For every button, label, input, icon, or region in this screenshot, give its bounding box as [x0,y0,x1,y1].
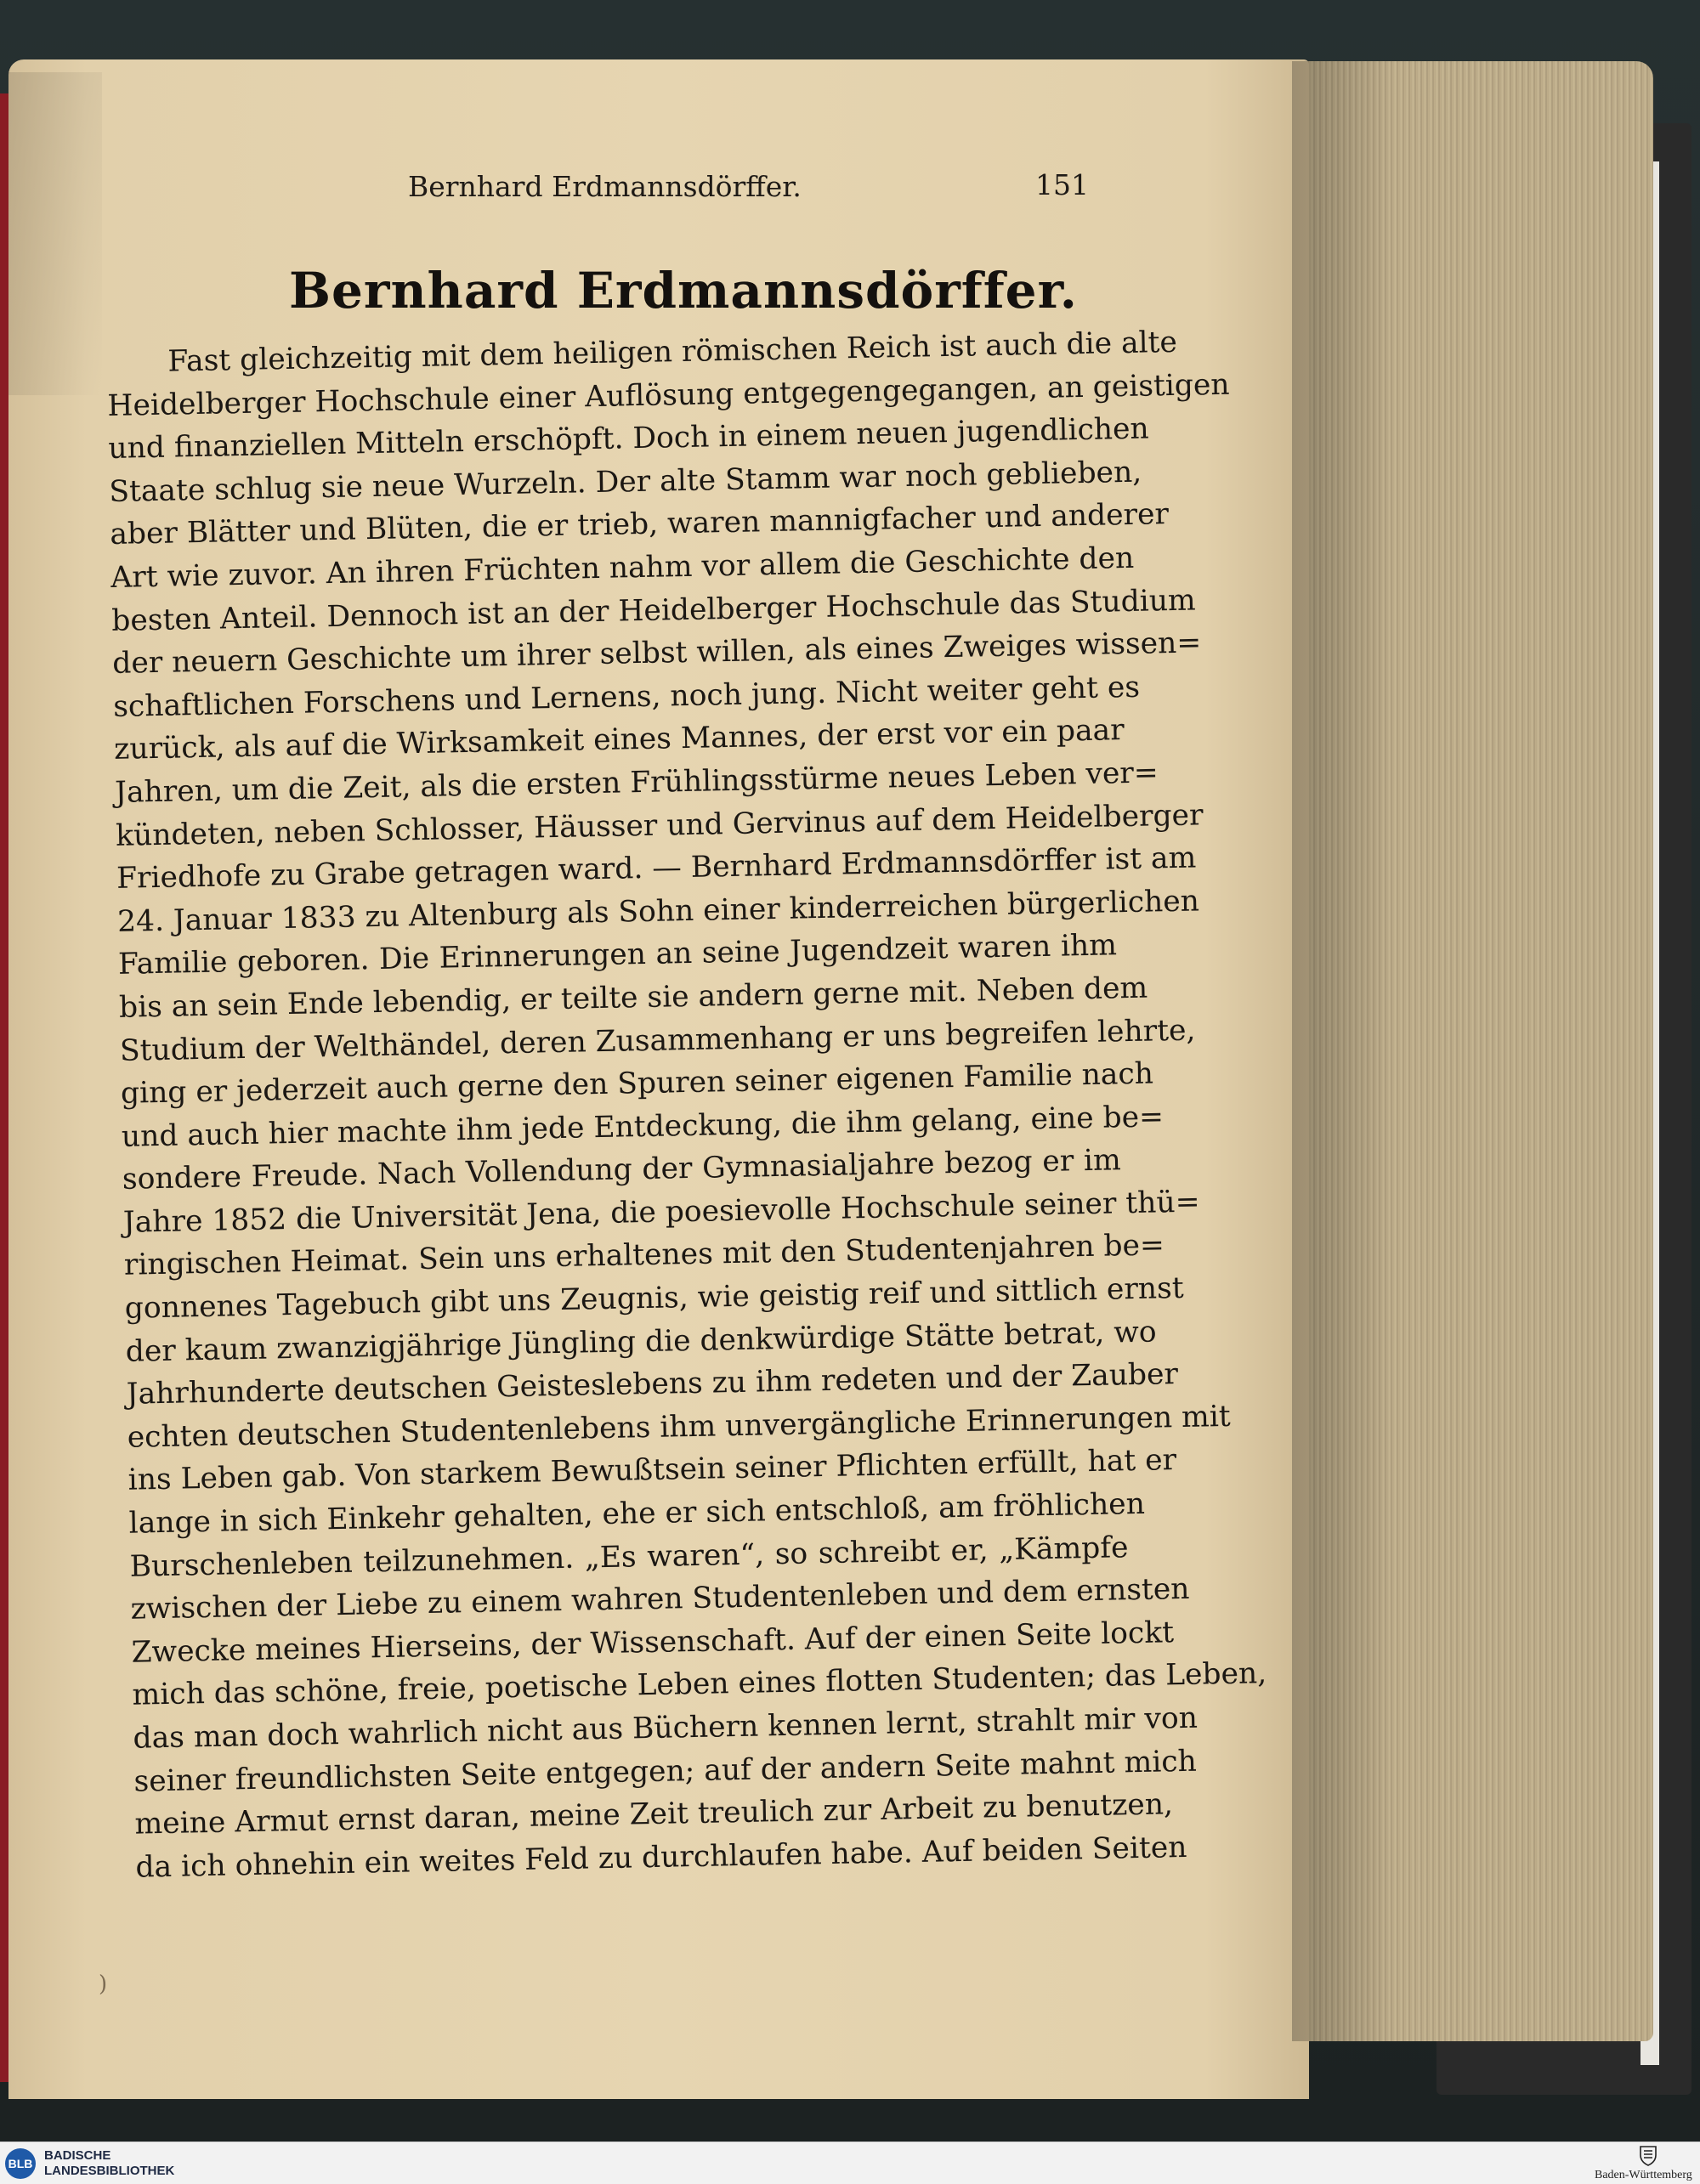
text-line: zwischen der Liebe zu einem wahren Studentenleben und dem ernsten [130,1572,1190,1627]
body-text [106,322,1267,1889]
text-line: der neuern Geschichte um ihrer selbst willen, als eines Zweiges wissen= [111,625,1202,682]
page-fold-shadow [8,72,102,395]
page-number: 151 [1035,168,1089,201]
text-line: ringischen Heimat. Sein uns erhaltenes mit den Studentenjahren be= [123,1228,1165,1283]
chapter-title: Bernhard Erdmannsdörffer. [289,262,1078,320]
text-line: und finanziellen Mitteln erschöpft. Doch in einem neuen jugendlichen [108,411,1150,467]
text-line: Studium der Welthändel, deren Zusammenhang er uns begreifen lehrte, [119,1013,1196,1068]
text-line: besten Anteil. Dennoch ist an der Heidelberger Hochschule das Studium [110,583,1197,638]
text-line: 24. Januar 1833 zu Altenburg als Sohn einer kinderreichen bürgerlichen [116,884,1200,939]
running-head: Bernhard Erdmannsdörffer. [408,170,802,203]
text-line: Fast gleichzeitig mit dem heiligen römischen Reich ist auch die alte [167,325,1178,379]
text-line: schaftlichen Forschens und Lernens, noch jung. Nicht weiter geht es [112,670,1141,724]
text-line: Heidelberger Hochschule einer Auflösung entgegengegangen, an geistigen [107,367,1230,423]
text-line: Jahre 1852 die Universität Jena, die poesievolle Hochschule seiner thü= [122,1185,1200,1240]
library-name-line1: BADISCHE [44,2148,111,2163]
text-line: ging er jederzeit auch gerne den Spuren seiner eigenen Familie nach [120,1056,1154,1111]
text-line: da ich ohnehin ein weites Feld zu durchlaufen habe. Auf beiden Seiten [135,1830,1187,1885]
text-line: meine Armut ernst daran, meine Zeit treulich zur Arbeit zu benutzen, [134,1787,1174,1842]
text-line: kündeten, neben Schlosser, Häusser und Gervinus auf dem Heidelberger [115,797,1204,853]
text-line: der kaum zwanzigjährige Jüngling die denkwürdige Stätte betrat, wo [125,1315,1157,1369]
library-name [44,2148,174,2179]
viewer-footer [0,2142,1700,2184]
gutter-shadow [1292,61,1394,2041]
text-line: seiner freundlichsten Seite entgegen; auf der andern Seite mahnt mich [133,1744,1198,1799]
text-line: und auch hier machte ihm jede Entdeckung, die ihm gelang, eine be= [121,1099,1164,1154]
baden-wuerttemberg-crest-icon [1639,2144,1658,2166]
text-line: mich das schöne, freie, poetische Leben eines flotten Studenten; das Leben, [132,1656,1267,1713]
text-line: lange in sich Einkehr gehalten, ehe er sich entschloß, am fröhlichen [128,1486,1146,1541]
text-line: Friedhofe zu Grabe getragen ward. — Bernhard Erdmannsdörffer ist am [116,840,1197,897]
margin-mark: ) [99,1972,108,1997]
text-line: echten deutschen Studentenlebens ihm unvergängliche Erinnerungen mit [127,1399,1232,1455]
text-line: aber Blätter und Blüten, die er trieb, waren mannigfacher und anderer [109,497,1170,552]
blb-logo-icon[interactable]: BLB [5,2148,36,2179]
text-line: zurück, als auf die Wirksamkeit eines Mannes, der erst vor ein paar [113,713,1125,767]
text-line: gonnenes Tagebuch gibt uns Zeugnis, wie geistig reif und sittlich ernst [124,1270,1185,1326]
text-line: Staate schlug sie neue Wurzeln. Der alte Stamm war noch geblieben, [109,455,1142,509]
text-line: Zwecke meines Hierseins, der Wissenschaft. Auf der einen Seite lockt [131,1615,1175,1670]
partner-name: Baden-Württemberg [1595,2169,1692,2181]
text-line: ins Leben gab. Von starkem Bewußtsein seiner Pflichten erfüllt, hat er [128,1443,1177,1498]
library-name-line2: LANDESBIBLIOTHEK [44,2164,175,2178]
text-line: Art wie zuvor. An ihren Früchten nahm vor allem die Geschichte den [110,540,1135,595]
text-line: Familie geboren. Die Erinnerungen an seine Jugendzeit waren ihm [117,928,1118,982]
text-line: Jahren, um die Zeit, als die ersten Frühlingsstürme neues Leben ver= [114,755,1159,810]
text-line: Jahrhunderte deutschen Geisteslebens zu ihm redeten und der Zauber [126,1357,1179,1412]
text-line: Burschenleben teilzunehmen. „Es waren“, so schreibt er, „Kämpfe [129,1530,1129,1584]
text-line: bis an sein Ende lebendig, er teilte sie andern gerne mit. Neben dem [118,970,1148,1025]
text-line: das man doch wahrlich nicht aus Büchern kennen lernt, strahlt mir von [133,1700,1198,1756]
text-line: sondere Freude. Nach Vollendung der Gymnasialjahre bezog er im [122,1143,1122,1197]
